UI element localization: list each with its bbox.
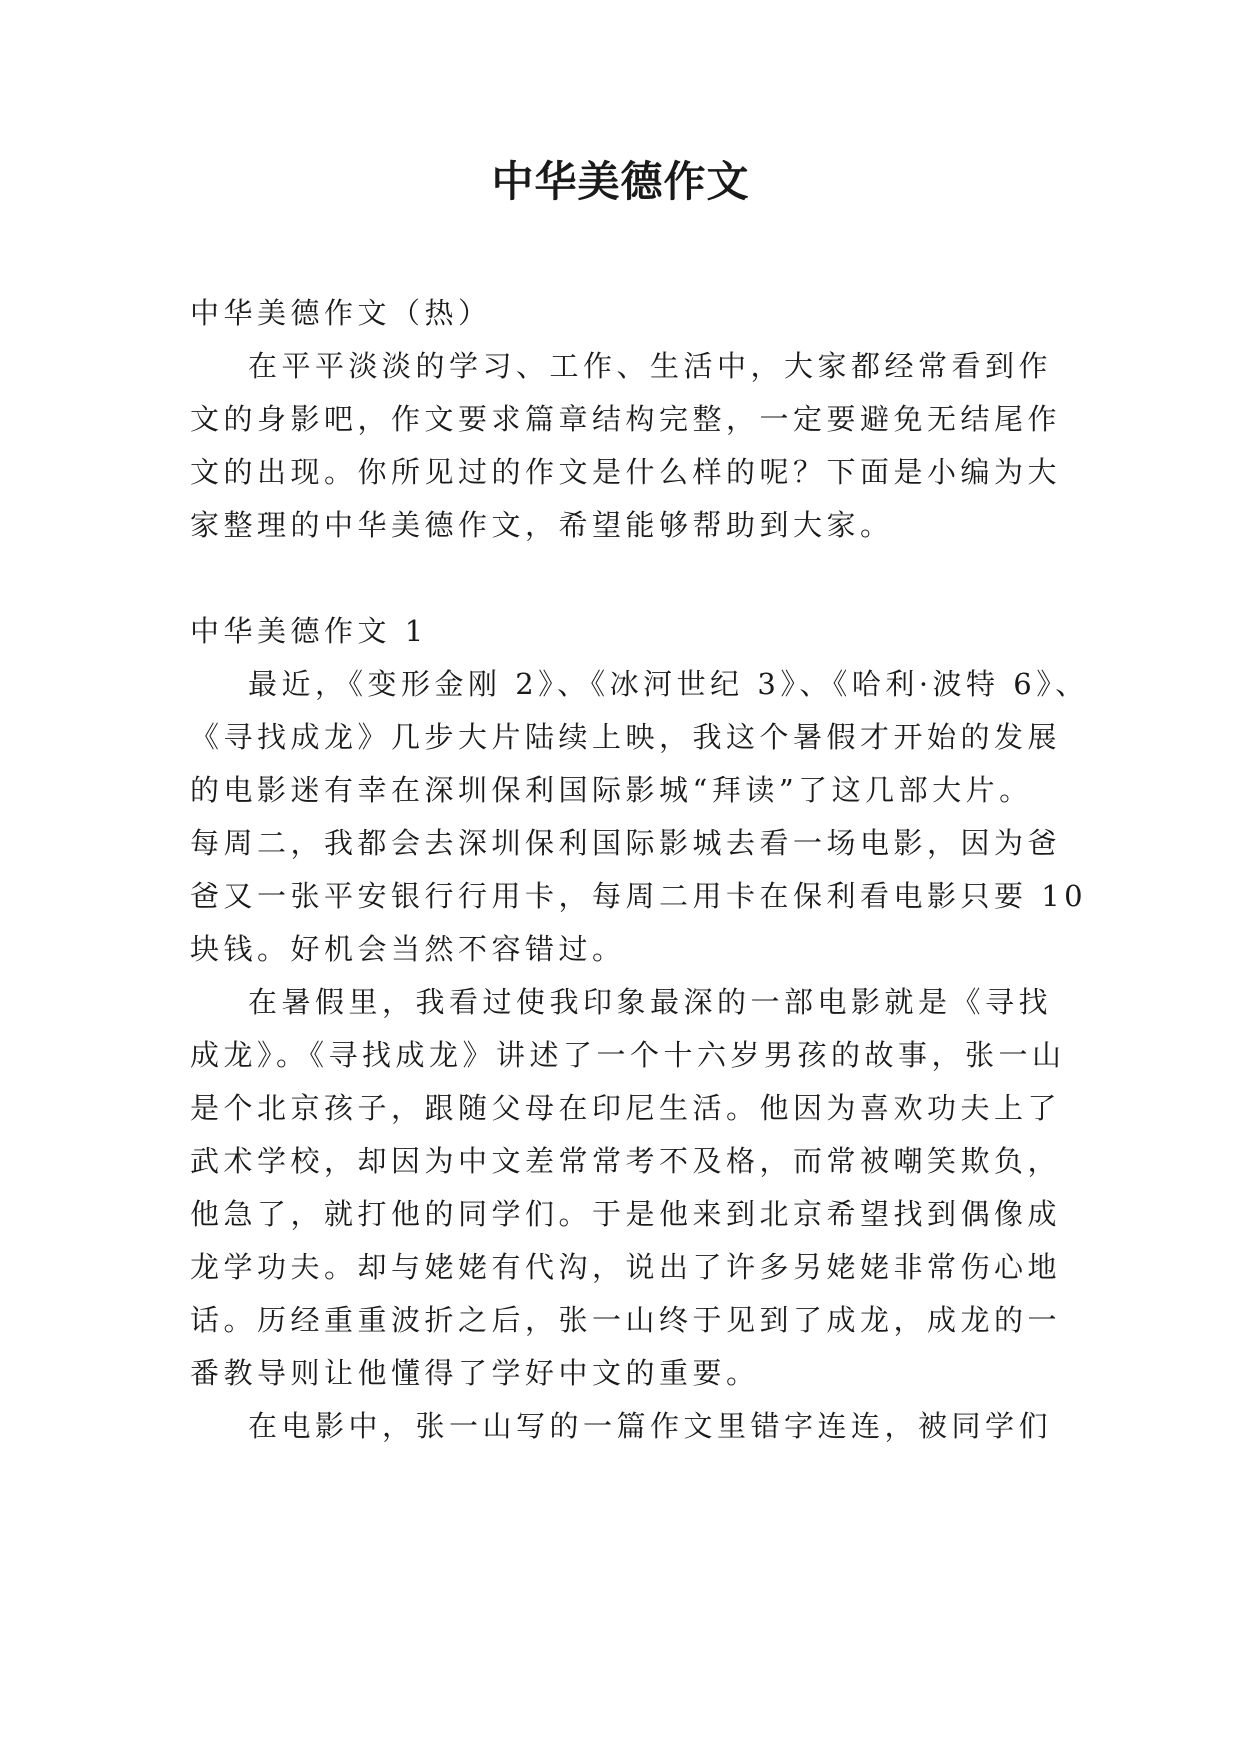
document-title: 中华美德作文 <box>491 157 750 206</box>
body-paragraph-1 <box>190 658 1089 976</box>
text-line: 文的出现。你所见过的作文是什么样的呢？下面是小编为大 <box>190 455 1062 489</box>
body-paragraph-2 <box>190 976 1066 1400</box>
text-line: 成龙》。《寻找成龙》讲述了一个十六岁男孩的故事，张一山 <box>190 1038 1066 1072</box>
text-line: 最近，《变形金刚 2》、《冰河世纪 3》、《哈利·波特 6》、 <box>248 667 1089 701</box>
text-line: 的电影迷有幸在深圳保利国际影城“拜读”了这几部大片。 <box>190 773 1033 807</box>
intro-paragraph <box>190 340 1062 552</box>
text-line: 《寻找成龙》几步大片陆续上映，我这个暑假才开始的发展 <box>190 720 1062 754</box>
text-line: 话。历经重重波折之后，张一山终于见到了成龙，成龙的一 <box>190 1303 1062 1337</box>
text-line: 是个北京孩子，跟随父母在印尼生活。他因为喜欢功夫上了 <box>190 1091 1062 1125</box>
text-line: 爸又一张平安银行行用卡，每周二用卡在保利看电影只要 10 <box>190 879 1088 913</box>
text-line: 在电影中，张一山写的一篇作文里错字连连，被同学们 <box>248 1409 1053 1443</box>
document-body <box>190 287 1089 1453</box>
text-line: 文的身影吧，作文要求篇章结构完整，一定要避免无结尾作 <box>190 402 1062 436</box>
text-line: 家整理的中华美德作文，希望能够帮助到大家。 <box>190 508 894 542</box>
intro-heading: 中华美德作文（热） <box>190 296 492 330</box>
text-line: 他急了，就打他的同学们。于是他来到北京希望找到偶像成 <box>190 1197 1062 1231</box>
paragraph-gap <box>190 552 1052 605</box>
text-line: 块钱。好机会当然不容错过。 <box>190 932 626 966</box>
text-line: 龙学功夫。却与姥姥有代沟，说出了许多另姥姥非常伤心地 <box>190 1250 1062 1284</box>
text-line: 每周二，我都会去深圳保利国际影城去看一场电影，因为爸 <box>190 826 1062 860</box>
section-heading: 中华美德作文 1 <box>190 614 428 648</box>
body-paragraph-3 <box>190 1400 1052 1453</box>
text-line: 在平平淡淡的学习、工作、生活中，大家都经常看到作 <box>248 349 1053 383</box>
text-line: 番教导则让他懂得了学好中文的重要。 <box>190 1356 760 1390</box>
text-line: 在暑假里，我看过使我印象最深的一部电影就是《寻找 <box>248 985 1053 1019</box>
text-line: 武术学校，却因为中文差常常考不及格，而常被嘲笑欺负， <box>190 1144 1062 1178</box>
